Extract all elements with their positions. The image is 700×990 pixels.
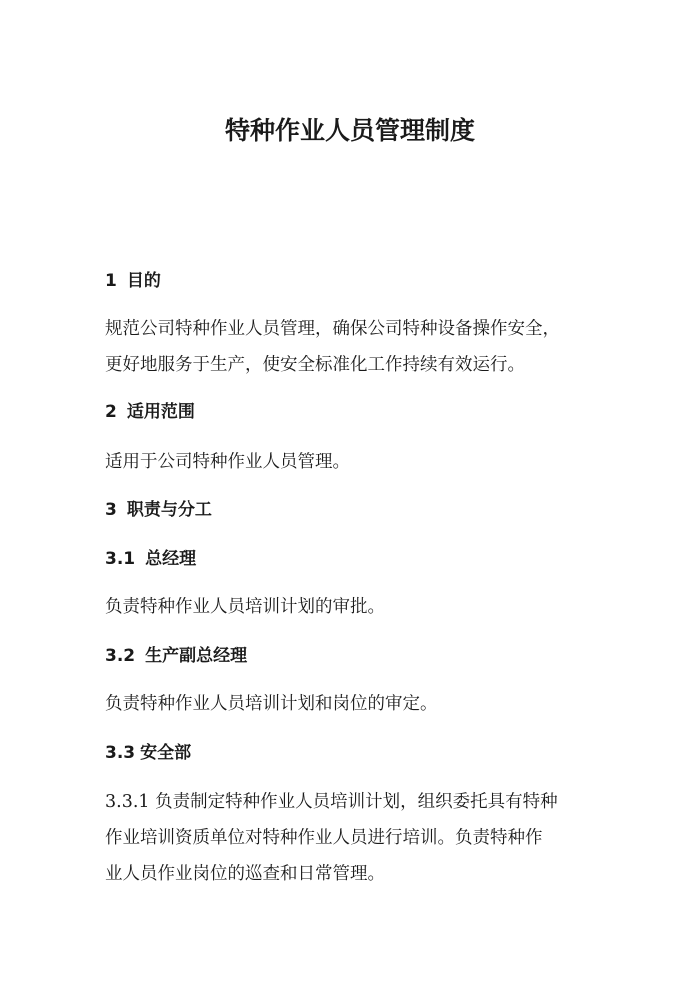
section-number: 2 [105,402,117,422]
section-heading-1 [105,268,161,294]
section-number: 3.1 [105,549,136,569]
section-body-3-1 [105,589,385,625]
paragraph-line: 负责特种作业人员培训计划的审批。 [105,597,385,617]
section-number: 1 [105,271,117,291]
section-heading-2 [105,399,195,425]
section-title: 安全部 [140,743,192,763]
section-title: 适用范围 [126,402,195,422]
section-number: 3 [105,500,117,520]
section-body-1 [105,311,560,383]
section-heading-3-1 [105,546,196,572]
paragraph-line: 规范公司特种作业人员管理，确保公司特种设备操作安全， [105,319,560,339]
section-heading-3-3 [105,740,191,766]
section-body-2 [105,444,350,480]
section-number: 3.2 [105,646,136,666]
section-number: 3.3 [105,743,136,763]
section-title: 生产副总经理 [145,646,248,666]
section-title: 目的 [126,271,161,291]
paragraph-line: 3.3.1 负责制定特种作业人员培训计划，组织委托具有特种 [105,792,558,812]
paragraph-line: 更好地服务于生产，使安全标准化工作持续有效运行。 [105,355,525,375]
section-title: 职责与分工 [126,500,212,520]
section-body-3-2 [105,686,438,722]
paragraph-line: 作业培训资质单位对特种作业人员进行培训。负责特种作 [105,828,543,848]
document-title: 特种作业人员管理制度 [224,116,475,145]
paragraph-line: 适用于公司特种作业人员管理。 [105,452,350,472]
paragraph-line: 业人员作业岗位的巡查和日常管理。 [105,864,385,884]
section-heading-3 [105,497,212,523]
section-title: 总经理 [145,549,197,569]
paragraph-line: 负责特种作业人员培训计划和岗位的审定。 [105,694,438,714]
section-heading-3-2 [105,643,247,669]
section-body-3-3-1 [105,784,558,892]
